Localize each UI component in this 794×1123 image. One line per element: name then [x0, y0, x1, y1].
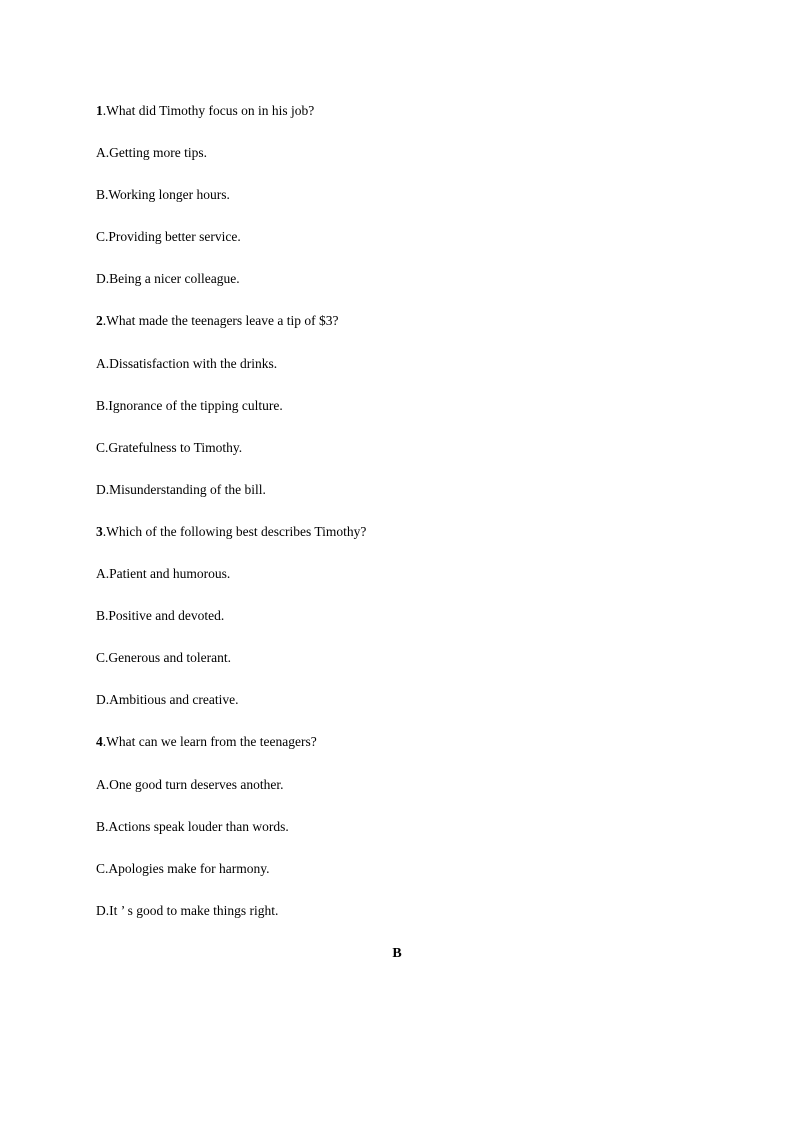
option-a: A.Getting more tips. [96, 145, 207, 161]
option-b: B.Ignorance of the tipping culture. [96, 397, 283, 413]
option-d: D.Misunderstanding of the bill. [96, 481, 266, 497]
option-d: D.Ambitious and creative. [96, 692, 239, 708]
question-2 [96, 311, 716, 521]
option-c: C.Generous and tolerant. [96, 650, 231, 666]
option-a: A.Dissatisfaction with the drinks. [96, 355, 278, 371]
question-stem [96, 311, 716, 353]
option-d: D.It ’ s good to make things right. [96, 902, 279, 918]
question-stem [96, 522, 716, 564]
option-b: B.Working longer hours. [96, 187, 230, 203]
question-stem [96, 732, 716, 774]
option-b: B.Positive and devoted. [96, 608, 225, 624]
question-stem [96, 101, 716, 143]
question-number: 3 [96, 523, 103, 539]
question-4 [96, 732, 716, 942]
option-d: D.Being a nicer colleague. [96, 271, 240, 287]
option-a: A.Patient and humorous. [96, 566, 231, 582]
question-text: .What did Timothy focus on in his job? [102, 103, 315, 118]
option-c: C.Apologies make for harmony. [96, 860, 270, 876]
option-b: B.Actions speak louder than words. [96, 818, 289, 834]
question-1 [96, 101, 716, 311]
question-3 [96, 522, 716, 732]
option-a: A.One good turn deserves another. [96, 776, 284, 792]
question-text: .What made the teenagers leave a tip of $3? [102, 313, 339, 329]
option-c: C.Providing better service. [96, 229, 241, 245]
question-text: .Which of the following best describes Timothy? [102, 523, 367, 539]
option-c: C.Gratefulness to Timothy. [96, 439, 243, 455]
question-number: 2 [96, 313, 103, 329]
question-text: .What can we learn from the teenagers? [102, 734, 317, 750]
question-number: 1 [96, 103, 103, 118]
question-list [96, 101, 716, 943]
section-heading: B [392, 946, 402, 961]
question-number: 4 [96, 734, 103, 750]
